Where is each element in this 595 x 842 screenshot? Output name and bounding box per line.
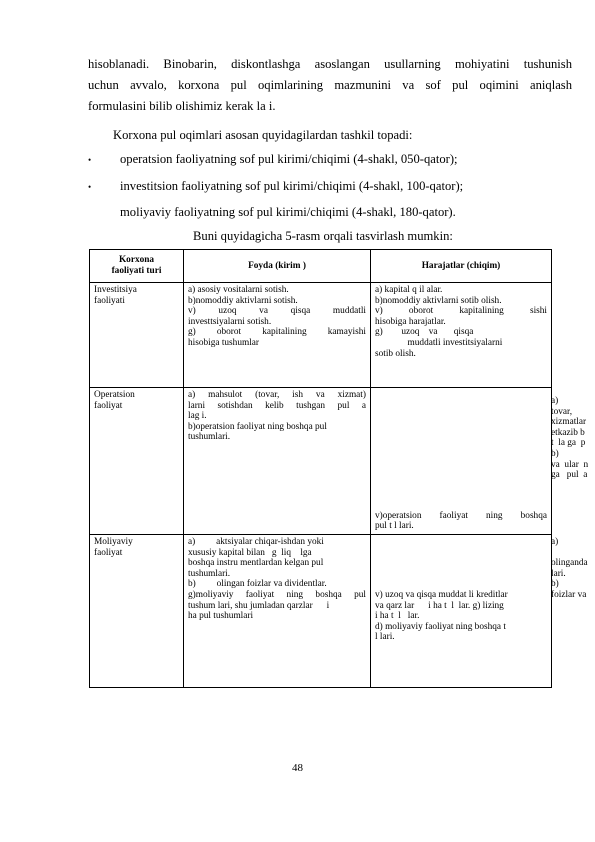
table-row-moliyaviy (90, 535, 552, 688)
overflow-line (551, 548, 595, 559)
expense-line: d) moliyaviy faoliyat ning boshqa t (375, 621, 506, 632)
income-line: tushumlari. (188, 568, 231, 579)
income-line: g)moliyaviy faoliyat ning boshqa pul (188, 589, 366, 600)
figure-caption: Buni quyidagicha 5-rasm orqali tasvirlash mumkin: (193, 229, 453, 243)
expense-line: l lari. (375, 632, 395, 643)
income-line: tushumlari. (188, 432, 231, 443)
income-line: v) uzoq va qisqa muddatli (188, 306, 366, 317)
cash-flow-table (89, 249, 552, 688)
expense-spacer (375, 537, 547, 590)
expense-line: va qarz lar i ha t l lar. g) lizing (375, 600, 504, 611)
header-activity-type-line2: faoliyati turi (111, 266, 162, 276)
activity-type-line1: Moliyaviy (94, 537, 133, 547)
page-number: 48 (292, 762, 303, 774)
paragraph-line-2: uchun avvalo, korxona pul oqimlarining mazmunini va sof pul oqimini aniqlash (88, 78, 572, 92)
table-row-investitsiya (90, 283, 552, 388)
expense-line: muddatli investitsiyalarni (375, 337, 503, 348)
income-line: a) asosiy vositalarni sotish. (188, 285, 289, 295)
bullet-icon: • (88, 182, 92, 192)
income-cell (184, 283, 371, 388)
income-line: ha pul tushumlari (188, 611, 254, 622)
overflow-line: b) (551, 579, 559, 590)
activity-type-cell (90, 283, 184, 388)
overflow-line: olinganda (551, 558, 588, 569)
overflow-column-operatsion (551, 396, 595, 481)
income-line: larni sotishdan kelib tushgan pul a (188, 400, 366, 411)
expense-line: pul t l lari. (375, 521, 414, 532)
activity-type-line1: Operatsion (94, 390, 135, 400)
activity-type-cell (90, 388, 184, 535)
paragraph-line-1: hisoblanadi. Binobarin, diskontlashga asoslangan usullarning mohiyatini tushunish (88, 57, 572, 71)
bullet-item-operatsion: operatsion faoliyatning sof pul kirimi/chiqimi (4-shakl, 050-qator); (120, 152, 458, 166)
income-line: a) aktsiyalar chiqar-ishdan yoki (188, 537, 324, 547)
overflow-line: a) (551, 537, 559, 547)
paragraph-line-3: formulasini bilib olishimiz kerak la i. (88, 99, 276, 113)
expense-line: hisobiga harajatlar. (375, 316, 446, 327)
income-line: tushum lari, shu jumladan qarzlar i (188, 600, 330, 611)
intro-text: Korxona pul oqimlari asosan quyidagilardan tashkil topadi: (113, 128, 413, 142)
activity-type-line1: Investitsiya (94, 285, 137, 295)
expense-line: v) uzoq va qisqa muddat li kreditlar (375, 590, 508, 600)
overflow-column-moliyaviy (551, 537, 595, 601)
income-line: boshqa instru mentlardan kelgan pul (188, 558, 324, 569)
income-line: g) oborot kapitalining kamayishi (188, 327, 366, 338)
income-line: investtsiyalarni sotish. (188, 316, 272, 327)
overflow-line: a) (551, 396, 559, 406)
bullet-item-investitsion: investitsion faoliyatning sof pul kirimi/chiqimi (4-shakl, 100-qator); (120, 179, 464, 193)
bullet-icon: • (88, 155, 92, 165)
income-line: xususiy kapital bilan g liq lga (188, 547, 312, 558)
expense-cell (371, 388, 552, 535)
activity-type-line2: faoliyat (94, 400, 123, 411)
header-income: Foyda (kirim ) (184, 250, 371, 283)
overflow-line: etkazib b (551, 427, 585, 438)
expense-line: i ha t l lar. (375, 611, 420, 622)
overflow-line: xizmatlar (551, 417, 587, 428)
bullet-item-moliyaviy: moliyaviy faoliyatning sof pul kirimi/chiqimi (4-shakl, 180-qator). (120, 205, 456, 219)
income-cell (184, 388, 371, 535)
overflow-line: tovar, (551, 406, 573, 417)
income-line: b)nomoddiy aktivlarni sotish. (188, 295, 298, 306)
income-line: hisobiga tushumlar (188, 337, 260, 348)
expense-line: sotib olish. (375, 348, 416, 359)
overflow-line: lari. (551, 568, 566, 579)
expense-cell (371, 535, 552, 688)
income-line: lag i. (188, 411, 207, 422)
overflow-line: va ular n (551, 459, 589, 470)
overflow-line: ga pul a (551, 470, 588, 481)
header-activity-type (90, 250, 184, 283)
header-expense: Harajatlar (chiqim) (371, 250, 552, 283)
table-header-row (90, 250, 552, 283)
overflow-line: foizlar va (551, 589, 587, 600)
table-row-operatsion (90, 388, 552, 535)
income-line: b)operatsion faoliyat ning boshqa pul (188, 421, 327, 432)
expense-line: v)operatsion faoliyat ning boshqa (375, 510, 547, 521)
activity-type-line2: faoliyat (94, 547, 123, 558)
expense-cell (371, 283, 552, 388)
activity-type-cell (90, 535, 184, 688)
header-activity-type-line1: Korxona (118, 255, 155, 266)
income-line: b) olingan foizlar va dividentlar. (188, 579, 327, 590)
overflow-line: b) (551, 448, 559, 459)
expense-line: a) kapital q il alar. (375, 285, 443, 295)
income-line: a) mahsulot (tovar, ish va xizmat) (188, 390, 366, 400)
expense-line: b)nomoddiy aktivlarni sotib olish. (375, 295, 502, 306)
expense-line: v) oborot kapitalining sishi (375, 306, 547, 317)
expense-line: g) uzoq va qisqa (375, 327, 474, 338)
income-cell (184, 535, 371, 688)
overflow-line: t la ga p (551, 438, 586, 449)
activity-type-line2: faoliyati (94, 295, 125, 306)
